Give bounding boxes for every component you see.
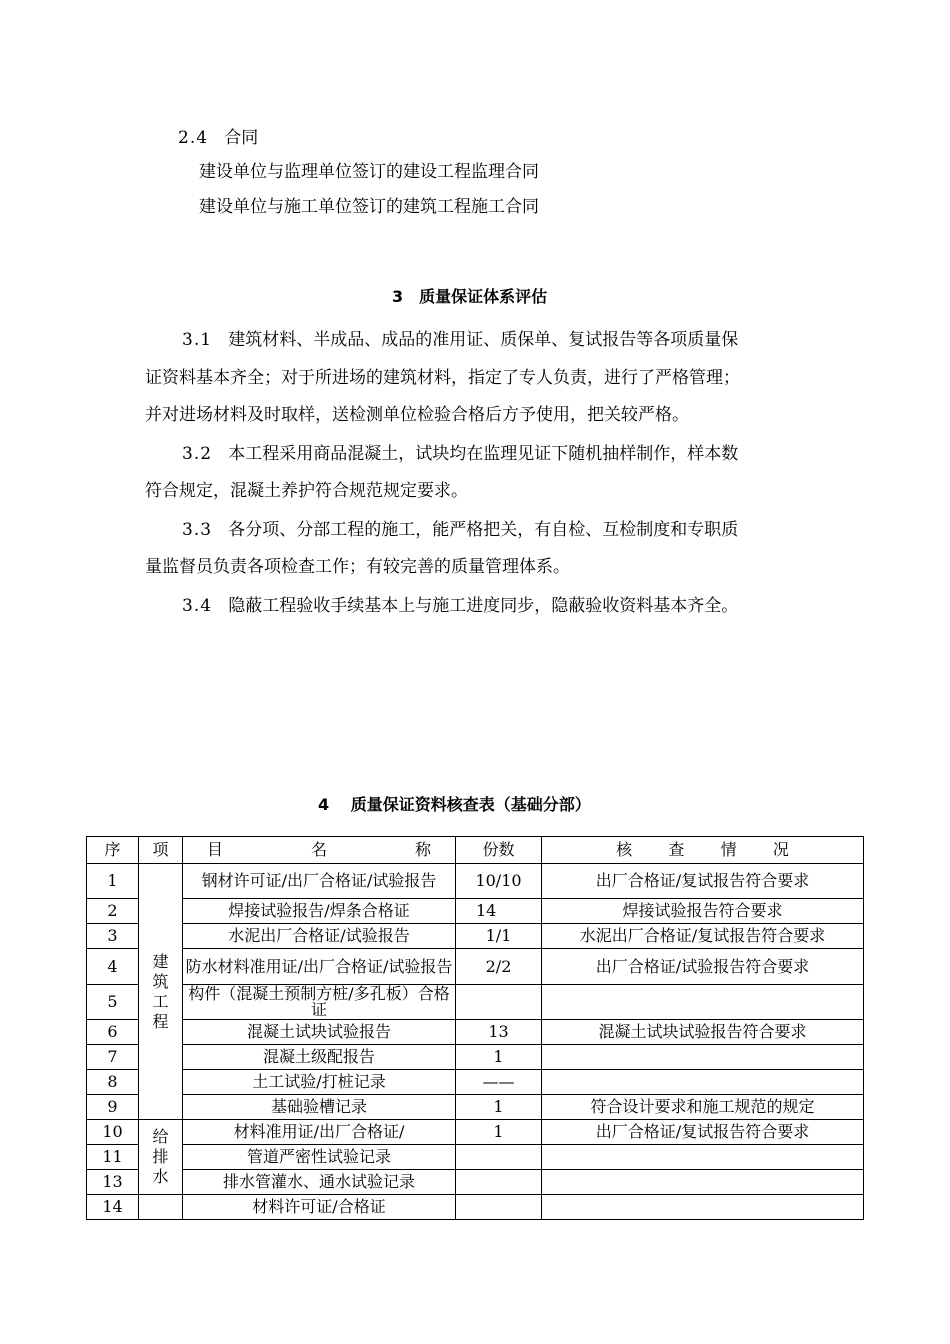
para-3-2-line-1: [182, 444, 738, 464]
para-number: 3.2: [182, 444, 213, 464]
row-result: 出厂合格证/试验报告符合要求: [542, 949, 864, 985]
para-3-1-line-2: 证资料基本齐全；对于所进场的建筑材料，指定了专人负责，进行了严格管理；: [145, 368, 740, 388]
section-title: 合同: [224, 128, 259, 148]
row-seq: 11: [87, 1145, 139, 1170]
row-result: [542, 1195, 864, 1220]
row-name: 混凝土级配报告: [183, 1045, 456, 1070]
row-result: 水泥出厂合格证/复试报告符合要求: [542, 924, 864, 949]
row-result: 焊接试验报告符合要求: [542, 899, 864, 924]
group-empty: [139, 1195, 183, 1220]
row-count: 1/1: [456, 924, 542, 949]
row-count: 1: [456, 1045, 542, 1070]
table-row: [87, 1095, 864, 1120]
table-row: [87, 924, 864, 949]
para-text: 隐蔽工程验收手续基本上与施工进度同步，隐蔽验收资料基本齐全。: [228, 596, 739, 616]
header-item: 项: [139, 837, 183, 864]
row-name: 混凝土试块试验报告: [183, 1020, 456, 1045]
section-number: 2.4: [178, 128, 209, 148]
row-seq: 7: [87, 1045, 139, 1070]
row-result: 混凝土试块试验报告符合要求: [542, 1020, 864, 1045]
table-row: [87, 1020, 864, 1045]
header-count: 份数: [456, 837, 542, 864]
para-number: 3.4: [182, 596, 213, 616]
row-count: [456, 1145, 542, 1170]
table-row: [87, 1145, 864, 1170]
row-count: 13: [456, 1020, 542, 1045]
row-seq: 9: [87, 1095, 139, 1120]
group-label: 给排水: [152, 1127, 169, 1186]
table-row: [87, 949, 864, 985]
para-3-3-line-2: 量监督员负责各项检查工作；有较完善的质量管理体系。: [145, 557, 570, 577]
contract-line-1: 建设单位与监理单位签订的建设工程监理合同: [199, 162, 539, 182]
row-seq: 4: [87, 949, 139, 985]
header-check-char: 况: [772, 840, 789, 859]
para-3-4-line-1: [182, 596, 738, 616]
row-count: [456, 1195, 542, 1220]
row-result: 出厂合格证/复试报告符合要求: [542, 1120, 864, 1145]
row-name: 材料准用证/出厂合格证/: [183, 1120, 456, 1145]
row-result: [542, 1045, 864, 1070]
row-result: 出厂合格证/复试报告符合要求: [542, 864, 864, 899]
row-seq: 5: [87, 985, 139, 1020]
row-name: 钢材许可证/出厂合格证/试验报告: [183, 864, 456, 899]
table-row: [87, 985, 864, 1020]
quality-check-table: [86, 836, 864, 1220]
row-name: 管道严密性试验记录: [183, 1145, 456, 1170]
row-count: 2/2: [456, 949, 542, 985]
row-count: 1: [456, 1095, 542, 1120]
group-building: [139, 864, 183, 1120]
row-count: 14: [456, 899, 542, 924]
para-text: 各分项、分部工程的施工，能严格把关，有自检、互检制度和专职质: [228, 520, 739, 540]
para-number: 3.3: [182, 520, 213, 540]
para-text: 本工程采用商品混凝土，试块均在监理见证下随机抽样制作，样本数: [228, 444, 739, 464]
row-result: 符合设计要求和施工规范的规定: [542, 1095, 864, 1120]
table-row: [87, 1170, 864, 1195]
header-name: [183, 837, 456, 864]
row-seq: 10: [87, 1120, 139, 1145]
row-count: 10/10: [456, 864, 542, 899]
row-count: 1: [456, 1120, 542, 1145]
table-row: [87, 1045, 864, 1070]
header-check-char: 情: [720, 840, 737, 859]
row-name: 基础验槽记录: [183, 1095, 456, 1120]
para-3-1-line-1: [182, 330, 738, 350]
table-row: [87, 864, 864, 899]
row-seq: 3: [87, 924, 139, 949]
table-row: [87, 1195, 864, 1220]
row-count: ——: [456, 1070, 542, 1095]
table-row: [87, 1120, 864, 1145]
para-3-3-line-1: [182, 520, 738, 540]
row-name: 焊接试验报告/焊条合格证: [183, 899, 456, 924]
row-seq: 14: [87, 1195, 139, 1220]
header-check: [542, 837, 864, 864]
group-plumbing: [139, 1120, 183, 1195]
para-3-1-line-3: 并对进场材料及时取样，送检测单位检验合格后方予使用，把关较严格。: [145, 405, 689, 425]
row-seq: 2: [87, 899, 139, 924]
header-check-char: 核: [616, 840, 633, 859]
row-name: 水泥出厂合格证/试验报告: [183, 924, 456, 949]
row-name: 材料许可证/合格证: [183, 1195, 456, 1220]
section-2-4-heading: [178, 128, 258, 148]
header-seq: 序: [87, 837, 139, 864]
row-result: [542, 1145, 864, 1170]
row-result: [542, 1170, 864, 1195]
table-header-row: [87, 837, 864, 864]
row-seq: 13: [87, 1170, 139, 1195]
group-label: 建筑工程: [152, 951, 169, 1031]
header-check-char: 查: [668, 840, 685, 859]
section-3-heading: 3 质量保证体系评估: [392, 287, 548, 306]
row-result: [542, 1070, 864, 1095]
para-number: 3.1: [182, 330, 213, 350]
row-result: [542, 985, 864, 1020]
row-count: [456, 1170, 542, 1195]
table-row: [87, 899, 864, 924]
header-name-char: 名: [310, 840, 327, 859]
row-name: 构件（混凝土预制方桩/多孔板）合格证: [183, 985, 456, 1020]
row-name: 防水材料准用证/出厂合格证/试验报告: [183, 949, 456, 985]
row-seq: 6: [87, 1020, 139, 1045]
para-3-2-line-2: 符合规定，混凝土养护符合规范规定要求。: [145, 481, 468, 501]
section-4-heading: 4 质量保证资料核查表（基础分部）: [318, 795, 591, 814]
table-row: [87, 1070, 864, 1095]
row-name: 排水管灌水、通水试验记录: [183, 1170, 456, 1195]
para-text: 建筑材料、半成品、成品的准用证、质保单、复试报告等各项质量保: [228, 330, 739, 350]
contract-line-2: 建设单位与施工单位签订的建筑工程施工合同: [199, 197, 539, 217]
row-name: 土工试验/打桩记录: [183, 1070, 456, 1095]
row-seq: 1: [87, 864, 139, 899]
header-name-char: 目: [207, 840, 224, 859]
header-name-char: 称: [414, 840, 431, 859]
row-count: [456, 985, 542, 1020]
row-seq: 8: [87, 1070, 139, 1095]
